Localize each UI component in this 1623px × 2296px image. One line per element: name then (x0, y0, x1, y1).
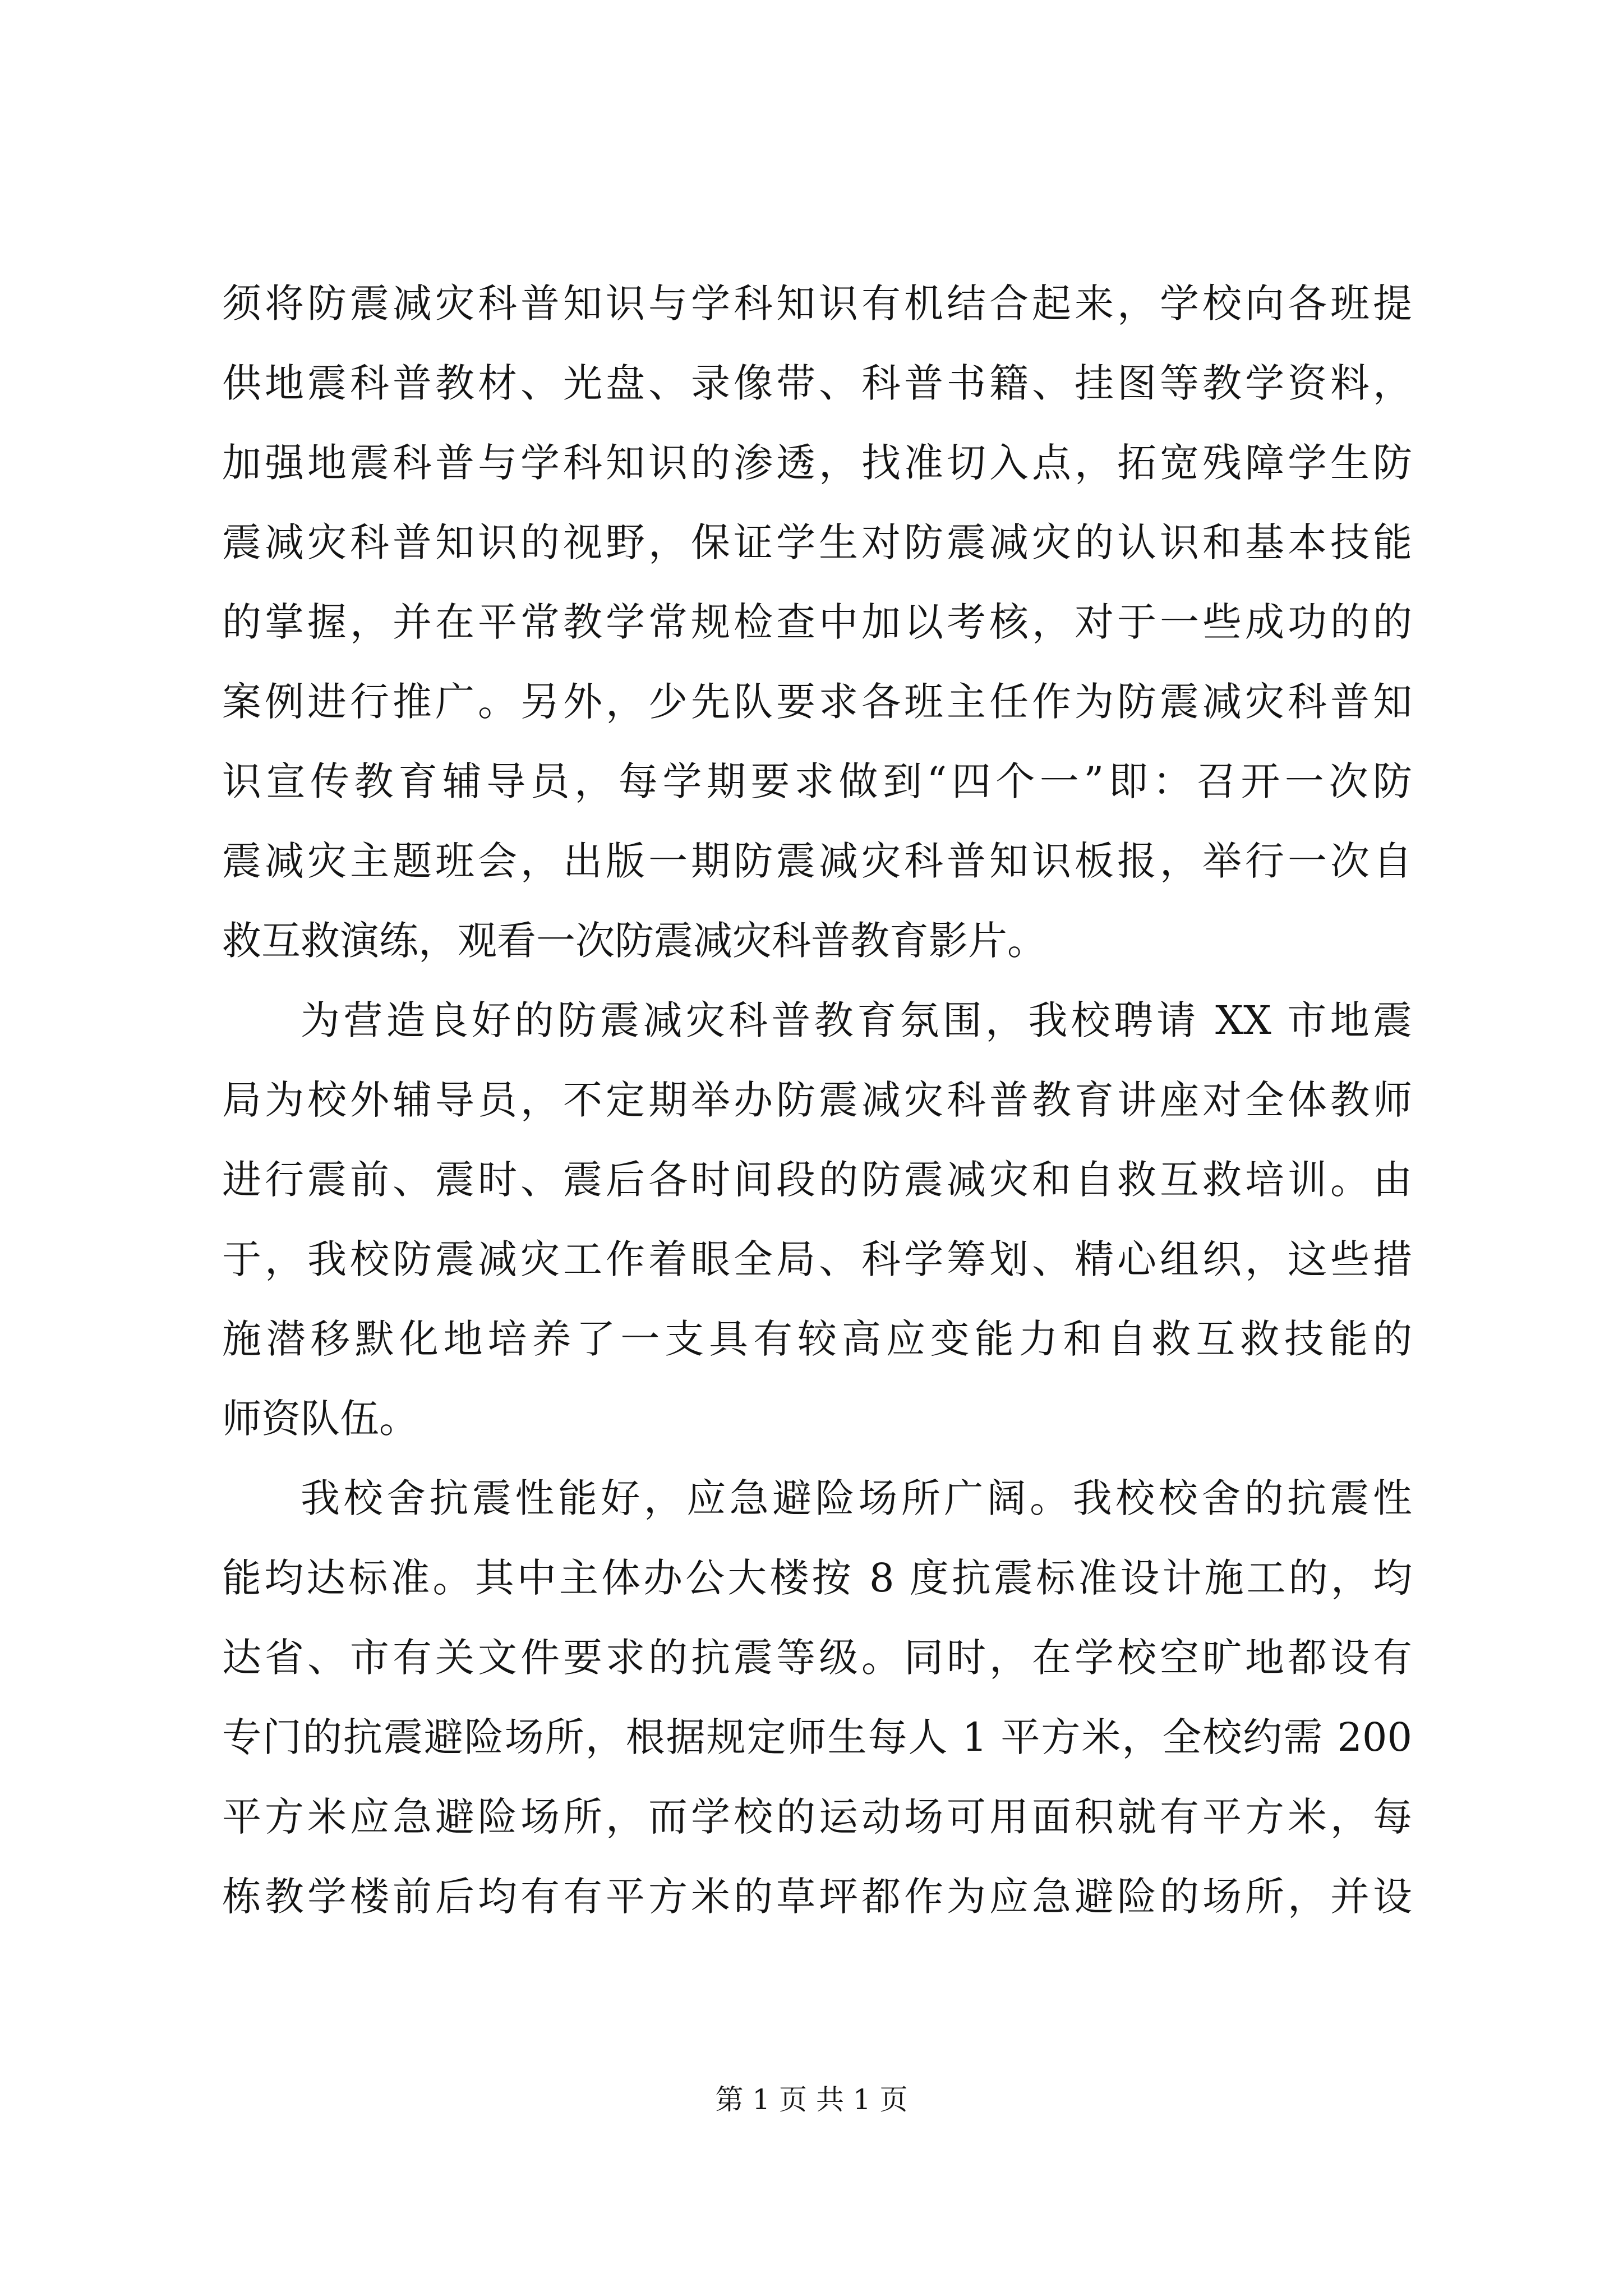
paragraph-line: 进行震前、震时、震后各时间段的防震减灾和自救互救培训。由 (222, 1157, 1412, 1203)
paragraph-line: 识宣传教育辅导员，每学期要求做到“四个一”即：召开一次防 (222, 758, 1412, 804)
paragraph-line: 于，我校防震减灾工作着眼全局、科学筹划、精心组织，这些措 (222, 1236, 1412, 1282)
paragraph-line: 的掌握，并在平常教学常规检查中加以考核，对于一些成功的的 (222, 599, 1412, 645)
paragraph-line: 震减灾主题班会，出版一期防震减灾科普知识板报，举行一次自 (222, 838, 1412, 884)
paragraph-3 (222, 1458, 1412, 1936)
paragraph-line: 须将防震减灾科普知识与学科知识有机结合起来，学校向各班提 (222, 280, 1412, 326)
paragraph-line: 加强地震科普与学科知识的渗透，找准切入点，拓宽残障学生防 (222, 440, 1412, 486)
paragraph-line: 为营造良好的防震减灾科普教育氛围，我校聘请 XX 市地震 (301, 997, 1412, 1043)
paragraph-line: 栋教学楼前后均有有平方米的草坪都作为应急避险的场所，并设 (222, 1874, 1412, 1920)
page-footer: 第 1 页 共 1 页 (715, 2083, 908, 2116)
paragraph-line: 局为校外辅导员，不定期举办防震减灾科普教育讲座对全体教师 (222, 1077, 1412, 1123)
paragraph-line: 施潜移默化地培养了一支具有较高应变能力和自救互救技能的 (222, 1316, 1412, 1362)
paragraph-line: 供地震科普教材、光盘、录像带、科普书籍、挂图等教学资料， (222, 360, 1412, 406)
paragraph-line: 师资队伍。 (222, 1396, 418, 1442)
paragraph-line: 案例进行推广。另外，少先队要求各班主任作为防震减灾科普知 (222, 679, 1412, 725)
paragraph-line: 专门的抗震避险场所，根据规定师生每人 1 平方米，全校约需 200 (222, 1714, 1412, 1760)
document-body (222, 264, 1412, 1936)
paragraph-line: 我校舍抗震性能好，应急避险场所广阔。我校校舍的抗震性 (301, 1475, 1412, 1521)
paragraph-line: 能均达标准。其中主体办公大楼按 8 度抗震标准设计施工的，均 (222, 1555, 1412, 1601)
paragraph-line: 平方米应急避险场所，而学校的运动场可用面积就有平方米，每 (222, 1794, 1412, 1840)
paragraph-2 (222, 981, 1412, 1458)
paragraph-1 (222, 264, 1412, 981)
paragraph-line: 救互救演练，观看一次防震减灾科普教育影片。 (222, 918, 1046, 964)
paragraph-line: 达省、市有关文件要求的抗震等级。同时，在学校空旷地都设有 (222, 1635, 1412, 1681)
paragraph-line: 震减灾科普知识的视野，保证学生对防震减灾的认识和基本技能 (222, 519, 1412, 565)
